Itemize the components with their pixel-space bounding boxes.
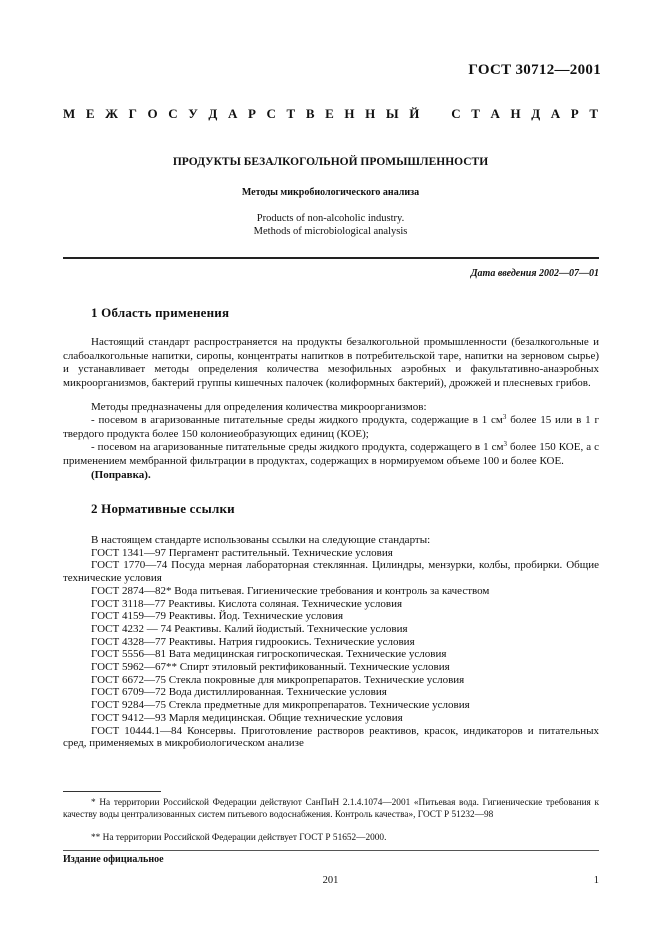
- interstate-letter: Т: [471, 106, 480, 121]
- interstate-letter: Ж: [105, 106, 119, 121]
- reference-item: ГОСТ 5962—67** Спирт этиловый ректификованный. Технические условия: [91, 661, 450, 674]
- document-subtitle: Методы микробиологического анализа: [241, 187, 420, 198]
- interstate-letter: А: [227, 106, 238, 121]
- interstate-letter: Н: [365, 106, 376, 121]
- interstate-standard-banner: [63, 106, 598, 122]
- introduction-date: Дата введения 2002—07—01: [470, 268, 599, 279]
- method-surface-text-b: более 150 КОЕ, а с применением мембранной фильтрации в продуктах, содержащих в нормируемом объеме 100 и более КОЕ.: [63, 441, 599, 467]
- amendment-note: (Поправка).: [91, 469, 151, 481]
- standard-code: ГОСТ 30712—2001: [468, 62, 601, 78]
- title-divider: [63, 257, 599, 259]
- page-number: 201: [322, 875, 339, 886]
- interstate-letter: Ы: [385, 106, 399, 121]
- reference-item: ГОСТ 4232 — 74 Реактивы. Калий йодистый. Технические условия: [91, 622, 408, 635]
- reference-item: ГОСТ 4328—77 Реактивы. Натрия гидроокись. Технические условия: [91, 635, 415, 648]
- reference-item: ГОСТ 2874—82* Вода питьевая. Гигиенические требования и контроль за качеством: [91, 584, 490, 597]
- method-seeding-text-b: более 15 или в 1 г твердого продукта более 150 колониеобразующих единиц (КОЕ);: [63, 414, 599, 440]
- interstate-letter: У: [188, 106, 198, 121]
- interstate-letter: С: [451, 106, 461, 121]
- section-1-heading: 1 Область применения: [91, 305, 230, 320]
- interstate-letter: Г: [128, 106, 137, 121]
- interstate-letter: Д: [208, 106, 218, 121]
- method-surface-sup: 3: [503, 440, 507, 448]
- interstate-letter: Д: [531, 106, 541, 121]
- reference-item: ГОСТ 5556—81 Вата медицинская гигроскопическая. Технические условия: [91, 648, 447, 661]
- reference-item: ГОСТ 6672—75 Стекла покровные для микропрепаратов. Технические условия: [91, 673, 465, 686]
- interstate-letter: Т: [589, 106, 598, 121]
- interstate-letter: Е: [325, 106, 334, 121]
- section-2-heading: 2 Нормативные ссылки: [91, 501, 235, 516]
- reference-item: ГОСТ 6709—72 Вода дистиллированная. Технические условия: [91, 686, 387, 699]
- interstate-letter: Т: [286, 106, 296, 121]
- method-surface-text-a: - посевом на агаризованные питательные среды жидкого продукта, содержащего в 1 см: [91, 441, 504, 453]
- reference-item: ГОСТ 4159—79 Реактивы. Йод. Технические условия: [91, 610, 344, 623]
- method-seeding-text-a: - посевом в агаризованные питательные среды жидкого продукта, содержащие в 1 см: [91, 414, 503, 426]
- english-title-line-2: Methods of microbiological analysis: [253, 226, 408, 237]
- methods-purpose-paragraph: Методы предназначены для определения количества микроорганизмов:: [91, 401, 427, 413]
- footnote-2: ** На территории Российской Федерации действует ГОСТ Р 51652—2000.: [91, 833, 387, 843]
- reference-item: ГОСТ 9412—93 Марля медицинская. Общие технические условия: [91, 711, 403, 724]
- scope-paragraph: Настоящий стандарт распространяется на продукты безалкогольной промышленности (безалкогольные и слабоалкогольные напитки, сиропы, концентраты напитков в потребительской таре, напитки на зерновом сырье) и устанавливает методы определения количества мезофильных аэробных и факультативно-анаэробных микроорганизмов, бактерий группы кишечных палочек (колиформных бактерий), дрожжей и плесневых грибов.: [63, 336, 599, 389]
- interstate-letter: Й: [409, 106, 420, 121]
- interstate-letter: А: [490, 106, 500, 121]
- method-seeding-paragraph: [63, 414, 599, 441]
- document-title: ПРОДУКТЫ БЕЗАЛКОГОЛЬНОЙ ПРОМЫШЛЕННОСТИ: [172, 156, 489, 168]
- normative-references: [63, 534, 599, 750]
- interstate-letter: М: [63, 106, 76, 121]
- interstate-letter: В: [305, 106, 315, 121]
- official-edition-label: Издание официальное: [63, 854, 164, 865]
- english-title: [0, 212, 661, 238]
- footnote-rule: [63, 791, 161, 792]
- method-seeding-sup: 3: [502, 413, 507, 421]
- interstate-letter: Р: [247, 106, 256, 121]
- interstate-letter: Р: [570, 106, 579, 121]
- interstate-letter: Н: [510, 106, 521, 121]
- interstate-letter: С: [266, 106, 276, 121]
- references-intro: В настоящем стандарте использованы ссылки на следующие стандарты:: [91, 534, 431, 546]
- english-title-line-1: Products of non-alcoholic industry.: [256, 213, 405, 224]
- reference-item: ГОСТ 3118—77 Реактивы. Кислота соляная. Технические условия: [91, 597, 403, 610]
- interstate-letter: С: [168, 106, 178, 121]
- footer-rule: [63, 850, 599, 851]
- reference-item: ГОСТ 10444.1—84 Консервы. Приготовление растворов реактивов, красок, индикаторов и питательных сред, применяемых в микробиологическом анализе: [63, 724, 599, 750]
- interstate-letter: А: [550, 106, 561, 121]
- footnote-1: * На территории Российской Федерации действуют СанПиН 2.1.4.1074—2001 «Питьевая вода. Гигиенические требования к качеству воды централизованных систем питьевого водоснабжения. Контроль качества», ГОСТ Р 51232—98: [63, 798, 599, 820]
- reference-item: ГОСТ 9284—75 Стекла предметные для микропрепаратов. Технические условия: [91, 699, 470, 712]
- method-surface-paragraph: [63, 441, 599, 468]
- sheet-number: 1: [593, 875, 599, 886]
- reference-item: ГОСТ 1770—74 Посуда мерная лабораторная стеклянная. Цилиндры, мензурки, колбы, пробирки. Общие технические условия: [63, 559, 599, 585]
- interstate-letter: Н: [344, 106, 355, 121]
- interstate-letter: О: [147, 106, 158, 121]
- reference-item: ГОСТ 1341—97 Пергамент растительный. Технические условия: [91, 546, 393, 559]
- interstate-letter: Е: [85, 106, 95, 121]
